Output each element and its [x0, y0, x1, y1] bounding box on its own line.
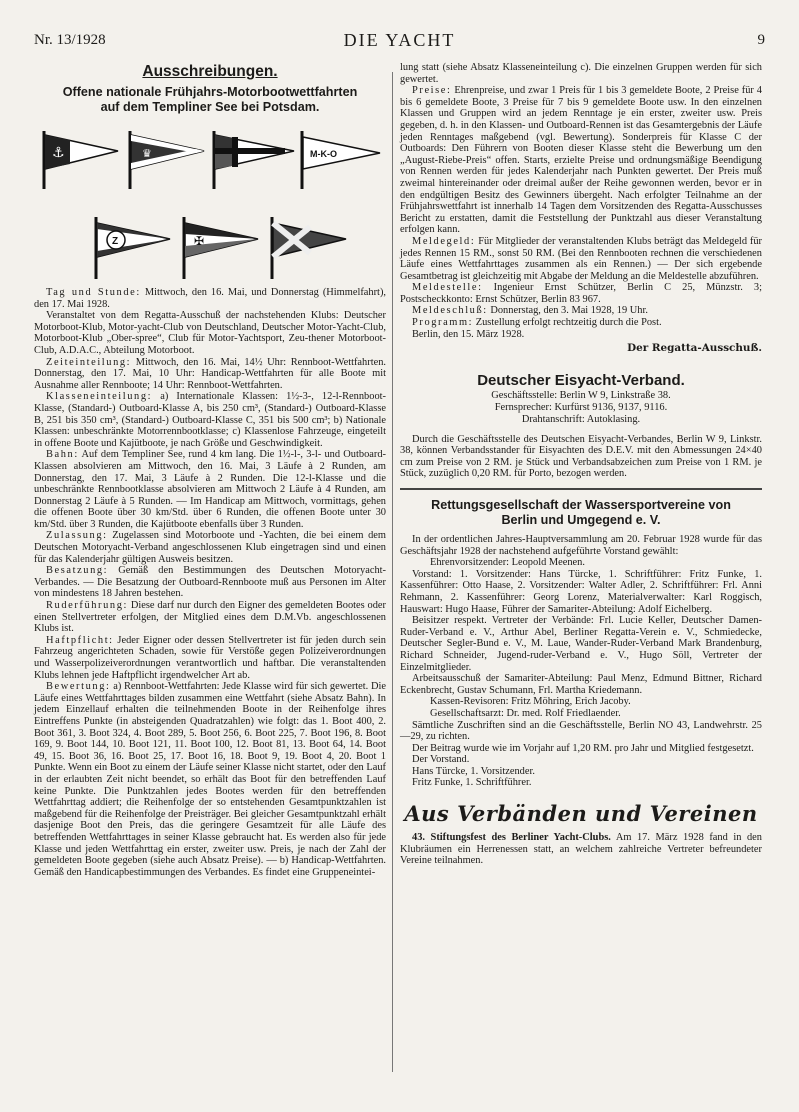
club-pennants [34, 123, 386, 283]
svg-text:Z: Z [112, 236, 119, 247]
rett-sig-2: Hans Türcke, 1. Vorsitzender. [412, 765, 535, 777]
svg-text:✠: ✠ [194, 234, 205, 248]
svg-text:♛: ♛ [142, 147, 152, 160]
rett-beisitzer: Beisitzer respekt. Vertreter der Verbände: Frl. Lucie Keller, Deutscher Damen-Ruder-Verband e. V., Arthur Abel, Berliner Regatta-Verein e. V., Schmiedecke, Deutscher Segler-Bund e. V., M. Laue, Wander-Ruder-Verband Mark Brandenburg, Richard Schneider, Jugend-ruder-Verband e. V., Hugo Söll, Vertreter der Einzelmitglieder. [400, 615, 762, 673]
paragraph-meldestelle: Meldestelle: Ingenieur Ernst Schützer, Berlin C 25, Münzstr. 3; Postscheckkonto: Ernst Schützer, Berlin 83 967. [400, 282, 762, 305]
eisyacht-address: Geschäftsstelle: Berlin W 9, Linkstraße 38. [491, 390, 671, 402]
event-subtitle-line-2: auf dem Templiner See bei Potsdam. [100, 100, 320, 114]
section-title-eisyacht: Deutscher Eisyacht-Verband. [477, 372, 685, 390]
section-title-ausschreibungen: Ausschreibungen. [142, 63, 278, 80]
paragraph-meldeschluss: Meldeschluß: Donnerstag, den 3. Mai 1928, 19 Uhr. [412, 305, 648, 317]
rett-sig-1: Der Vorstand. [412, 754, 470, 766]
rett-arbeit: Arbeitsausschuß der Samariter-Abteilung: Paul Menz, Edmund Bittner, Richard Eckenbrecht, Gustav Schumann, Frl. Martha Kriedemann. [400, 673, 762, 696]
paragraph-besatzung: Besatzung: Gemäß den Bestimmungen des Deutschen Motoryacht-Verbandes. — Die Besatzung der Outboard-Rennboote muß aus Personen im Alter von mindestens 18 Jahren bestehen. [34, 565, 386, 600]
paragraph-preise: Preise: Ehrenpreise, und zwar 1 Preis für 1 bis 3 gemeldete Boote, 2 Preise für 4 bis 6 gemeldete Boote, 3 Preise für 7 bis 9 gemeldete Boote usw. In den einzelnen Klassen und Gruppen wird an jedem Renntage je ein erster, zweiter usw. Preis gegeben, d. h. in den Klassen- und Outboard-Rennen ist das Gesamtergebnis der Läufe jeden Renntages maßgebend (vgl. Bewertung). Sonderpreis für Klasse C der Outboards: Den Führern von Booten dieser Klasse steht die Bewerbung um den „August-Riebe-Preis“ offen. Starts, erzielte Preise und ordnungsmäßige Beendigung von Rennen werden für jedes Kalenderjahr nach Punkten gewertet. Der Preis muß zweimal hintereinander oder dreimal außer der Reihe gewonnen werden, bevor er in den endgültigen Besitz des Gewinners übergeht. Nach erfolgter Teilnahme an der Frühjahrswettfahrt ist innerhalb 14 Tagen dem Vorsitzenden des Regatta-Ausschusses Bericht zu erstatten, damit die Feststellung der Punktzahl aus dieser Veranstaltung erfolgen kann. [400, 85, 762, 236]
paragraph-klasseneinteilung: Klasseneinteilung: a) Internationale Klassen: 1½-3-, 12-l-Rennboot-Klasse, (Standard-) Outboard-Klasse A, bis 250 cm³, (Standard-) Outboard-Klasse B, 251 bis 350 cm³, (Standard-) Outboard-Klasse C, 351 bis 500 cm³; b) Nationale Klassen: unbeschränkte Motorrennbootklasse; c) Klassenlose Fahrzeuge, eingeteilt in offene Boote und Kajütboote, je nach Größe und Geschwindigkeit. [34, 391, 386, 449]
paragraph-haftpflicht: Haftpflicht: Jeder Eigner oder dessen Stellvertreter ist für jeden durch sein Fahrzeug angerichteten Schaden, sowie für Verstöße gegen Polizeiverordnungen und Wasserpolizeiverordnungen verantwortlich und haftbar. Die veranstaltenden Klubs lehnen jede Haftpflicht irgendwelcher Art ab. [34, 634, 386, 681]
right-column [400, 62, 762, 867]
pennant-mko-icon [298, 129, 382, 191]
paragraph-tag-und-stunde: Tag und Stunde: Mittwoch, den 16. Mai, und Donnerstag (Himmelfahrt), den 17. Mai 1928. [34, 287, 387, 310]
svg-text:⚓: ⚓ [52, 145, 65, 161]
eisyacht-phone: Fernsprecher: Kurfürst 9136, 9137, 9116. [494, 402, 668, 414]
left-column [34, 62, 386, 878]
pennant-cross-icon [210, 129, 296, 191]
pennant-anchor-icon [40, 129, 120, 191]
eisyacht-text: Durch die Geschäftsstelle des Deutschen Eisyacht-Verbandes, Berlin W 9, Linkstr. 38, können Verbandsstander für Eisyachten des D.E.V. mit den Abmessungen 24×40 cm zum Preise von 2 RM. je Stück und Verbandsabzeichen zum Preise von 1 RM. je Stück, zuzüglich 0,20 RM. für Porto, bezogen werden. [400, 433, 762, 480]
event-subtitle-line-1: Offene nationale Frühjahrs-Motorbootwettfahrten [62, 85, 358, 99]
paragraph-zeiteinteilung: Zeiteinteilung: Mittwoch, den 16. Mai, 14½ Uhr: Rennboot-Wettfahrten. Donnerstag, den 17. Mai, 10 Uhr: Handicap-Wettfahrten für alle Boote mit Ausnahme aller Rennboote; 14 Uhr: Rennboot-Wettfahrten. [34, 356, 386, 391]
pennant-mko-text: M-K-O [310, 149, 337, 159]
rett-ehren: Ehrenvorsitzender: Leopold Meenen. [430, 557, 585, 569]
section-divider [400, 488, 762, 490]
paragraph-continuation: lung statt (siehe Absatz Klasseneinteilung c). Die einzelnen Gruppen werden für sich gewertet. [400, 62, 762, 85]
pennant-crown-icon [126, 129, 206, 191]
column-divider [392, 72, 393, 1072]
eisyacht-telegram: Drahtanschrift: Autoklasing. [521, 413, 641, 425]
event-subtitle [34, 85, 386, 115]
page-header [34, 30, 765, 52]
paragraph-meldegeld: Meldegeld: Für Mitglieder der veranstaltenden Klubs beträgt das Meldegeld für jedes Rennen 15 RM., sonst 50 RM. (Bei den Rennbooten rechnen die verschiedenen Läufe eines Wettfahrttages zusammen als ein Rennen.) — Der sich ergebende Gesamtbetrag ist gleichzeitig mit Abgabe der Meldung an die Meldestelle abzuführen. [400, 235, 762, 282]
section-title-rettungsgesellschaft [400, 498, 762, 528]
rett-zuschriften: Sämtliche Zuschriften sind an die Geschäftsstelle, Berlin NO 43, Landwehrstr. 25—29, zu richten. [400, 719, 762, 743]
rett-title-line-2: Berlin und Umgegend e. V. [501, 513, 661, 528]
paragraph-veranstalter: Veranstaltet von dem Regatta-Ausschuß der nachstehenden Klubs: Deutscher Motorboot-Klub, Motor-yacht-Club von Deutschland, Deutscher Motor-Yacht-Club, Motorboot-Klub „Ober-spree“, Club für Motor-Yachtsport, Zeu-thener Motorboot-Club, A.D.A.C., Abteilung Motorboot. [34, 310, 386, 356]
rett-gesell: Gesellschaftsarzt: Dr. med. Rolf Friedlaender. [430, 707, 621, 719]
paragraph-stiftungsfest: 43. Stiftungsfest des Berliner Yacht-Clubs. Am 17. März 1928 fand in den Klubräumen ein Herrenessen statt, an welchem zahlreiche Vertreter befreundeter Vereine teilnahmen. [400, 832, 762, 867]
rett-intro: In der ordentlichen Jahres-Hauptversammlung am 20. Februar 1928 wurde für das Geschäftsjahr 1928 der nachstehend aufgeführte Vorstand gewählt: [400, 534, 762, 557]
pennant-circle-z-icon [92, 215, 172, 281]
paragraph-datum: Berlin, den 15. März 1928. [412, 328, 525, 340]
rett-beitrag: Der Beitrag wurde wie im Vorjahr auf 1,20 RM. pro Jahr und Mitglied festgesetzt. [412, 742, 754, 754]
paragraph-bahn: Bahn: Auf dem Templiner See, rund 4 km lang. Die 1½-l-, 3-l- und Outboard-Klassen absolvieren am Mittwoch, den 16. Mai, 3 Läufe à 2 Runden, am Donnerstag, den 17. Mai, 3 Läufe à 2 Runden. Die 12-l-Klasse und die unbeschränkte Rennbootklasse absolvieren am Mittwoch 2 Läufe à 4 Runden, am Donnerstag 2 Läufe à 5 Runden. — Im Handicap am Mittwoch, vormittags, gehen die offenen Boote über 30 km/Std. über 6 Runden, die offenen Boote unter 30 km/Std. über 3 Runden, die Kajütboote ebenfalls über 3 Runden. [34, 449, 386, 530]
paragraph-bewertung: Bewertung: a) Rennboot-Wettfahrten: Jede Klasse wird für sich gewertet. Die Läufe eines Wettfahrttages bilden zusammen eine Wettfahrt (siehe Absatz Bahn). In jedem Einzellauf erhalten die teilnehmenden Boote in der Reihenfolge ihres Eintreffens Punkte (in absteigenden Quadratzahlen) wie folgt: das 1. Boot 400, 2. Boot 361, 3. Boot 324, 4. Boot 289, 5. Boot 256, 6. Boot 225, 7. Boot 196, 8. Boot 169, 9. Boot 144, 10. Boot 121, 11. Boot 100, 12. Boot 81, 13. Boot 64, 14. Boot 49, 15. Boot 36, 16. Boot 25, 17. Boot 16, 18. Boot 9, 19. Boot 4, 20. Boot 1 Punkte. Wenn ein Boot zu einem der Läufe seiner Klasse nicht startet, oder den Lauf in der erlaubten Zeit nicht beendet, so erhält das Boot für den betreffenden Lauf keine Punkte. Die Punktzahlen jedes Bootes werden für den betreffenden Wettfahrttag addiert; die Reihenfolge der so entstehenden Gesamtpunktzahlen ist maßgebend für die Reihenfolge der Preisträger. Bei gleicher Gesamtpunktzahl erhält dasjenige Boot den Preis, das die geringere Gesamtzeit für alle Läufe des betreffenden Wettfahrttages in seiner Klasse gebraucht hat. Es werden also für jede Klasse und jeden Wettfahrttag ein erster, zweiter usw. Preis, je nach der Zahl der gemeldeten Boote gegeben (siehe auch Absatz Preise). — b) Handicap-Wettfahrten. Gemäß den Handicapbestimmungen des Verbandes. Es findet eine Gruppeneintei- [34, 681, 386, 878]
rett-vorstand: Vorstand: 1. Vorsitzender: Hans Türcke, 1. Schriftführer: Fritz Funke, 1. Kassenführer: Otto Haase, 2. Vorsitzender: Walter Adler, 2. Schriftführer: Frl. Anni Rehmann, 2. Kassenführer: Georg Lorenz, Materialverwalter: Karl Roggisch, Hauswart: Hugo Haase, Führer der Samariter-Abteilung: Adolf Eichelberg. [400, 568, 762, 615]
paragraph-programm: Programm: Zustellung erfolgt rechtzeitig durch die Post. [412, 317, 662, 329]
paragraph-zulassung: Zulassung: Zugelassen sind Motorboote und -Yachten, die bei einem dem Deutschen Motoryacht-Verband angeschlossenen Klub eingetragen sind und einen für das Kalenderjahr gültigen Ausweis besitzen. [34, 530, 386, 565]
rett-kassen: Kassen-Revisoren: Fritz Möhring, Erich Jacoby. [430, 696, 631, 708]
section-title-verbaende: Aus Verbänden und Vereinen [404, 801, 758, 827]
issue-number: Nr. 13/1928 [34, 32, 106, 48]
pennant-eagle-icon [180, 215, 260, 281]
signature-regatta-ausschuss: Der Regatta-Ausschuß. [627, 342, 762, 355]
pennant-saltire-icon [268, 215, 348, 281]
paragraph-ruderfuehrung: Ruderführung: Diese darf nur durch den Eigner des gemeldeten Bootes oder einen Stellvertreter erfolgen, der Mitglied eines dem D.M.Vb. angeschlossenen Klubs ist. [34, 600, 386, 635]
rett-sig-3: Fritz Funke, 1. Schriftführer. [412, 777, 532, 789]
ausschreibung-body [34, 287, 386, 878]
magazine-title: DIE YACHT [343, 30, 456, 50]
rett-title-line-1: Rettungsgesellschaft der Wassersportvereine von [431, 498, 731, 513]
page-number: 9 [757, 32, 765, 48]
